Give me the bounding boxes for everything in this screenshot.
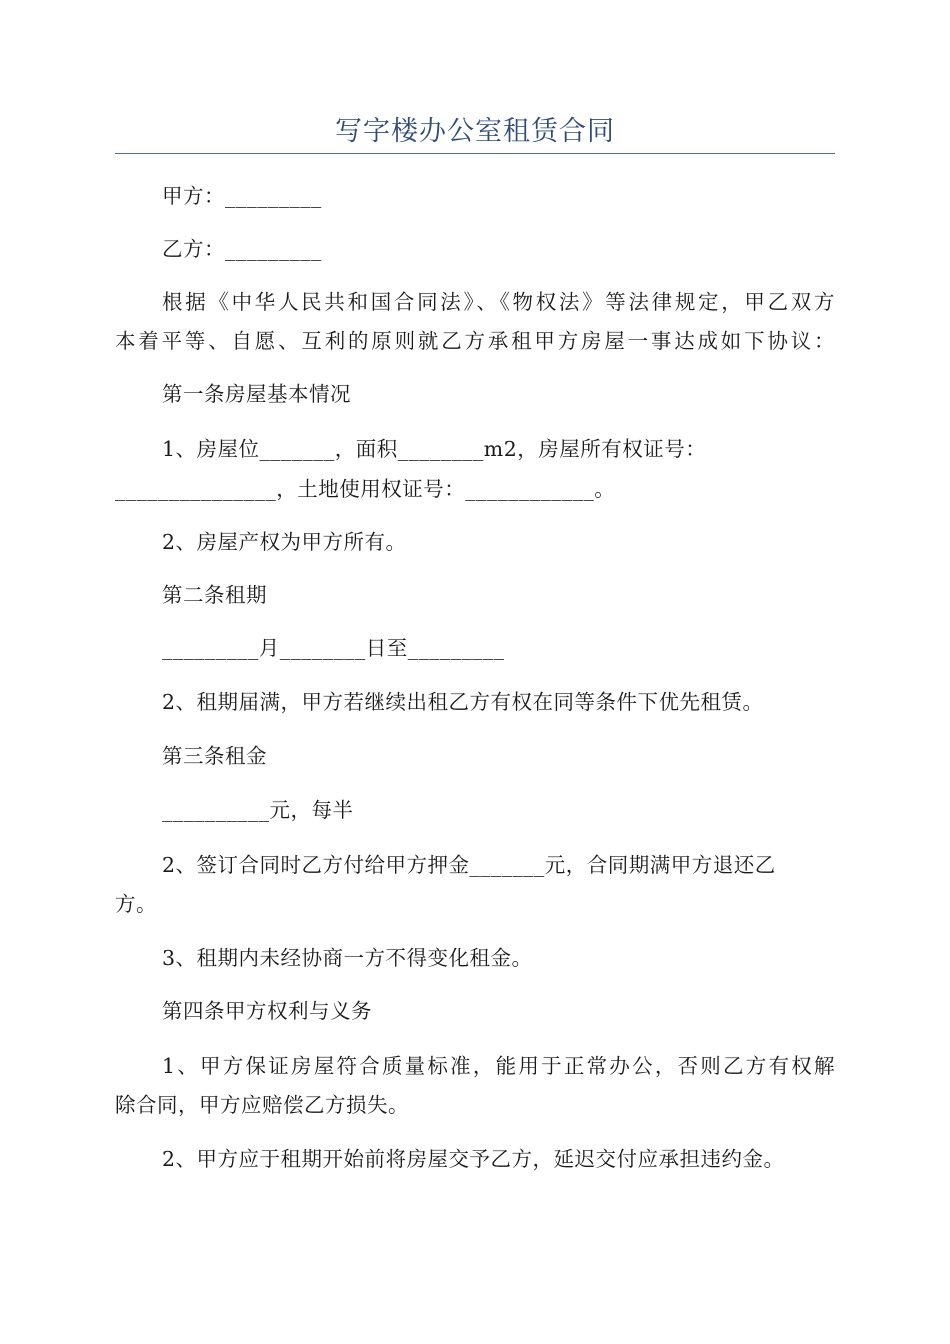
preamble-line-1: 根据《中华人民共和国合同法》、《物权法》等法律规定，甲乙双方	[162, 290, 835, 314]
article-3-heading: 第三条租金	[162, 744, 267, 768]
article-3-item-2-line-2: 方。	[115, 892, 157, 916]
title-underline	[115, 153, 835, 154]
article-4-item-1-line-1: 1、甲方保证房屋符合质量标准，能用于正常办公，否则乙方有权解	[162, 1054, 835, 1078]
party-b-line: 乙方：_________	[162, 237, 322, 261]
article-3-item-2-line-1: 2、签订合同时乙方付给甲方押金_______元，合同期满甲方退还乙	[162, 853, 776, 877]
article-2-heading: 第二条租期	[162, 583, 267, 607]
article-1-item-1-line-1: 1、房屋位_______，面积________m2，房屋所有权证号：	[162, 437, 707, 461]
article-4-heading: 第四条甲方权利与义务	[162, 999, 372, 1023]
article-4-item-1-line-2: 除合同，甲方应赔偿乙方损失。	[115, 1093, 409, 1117]
article-2-item-1: _________月________日至_________	[162, 636, 505, 660]
preamble-line-2: 本着平等、自愿、互利的原则就乙方承租甲方房屋一事达成如下协议：	[115, 329, 835, 353]
article-2-item-2: 2、租期届满，甲方若继续出租乙方有权在同等条件下优先租赁。	[162, 690, 764, 714]
document-title: 写字楼办公室租赁合同	[335, 116, 615, 147]
article-4-item-2: 2、甲方应于租期开始前将房屋交予乙方，延迟交付应承担违约金。	[162, 1147, 785, 1171]
article-1-heading: 第一条房屋基本情况	[162, 382, 351, 406]
article-1-item-1-line-2: _______________，土地使用权证号：____________。	[115, 477, 616, 501]
party-a-line: 甲方：_________	[162, 184, 322, 208]
article-3-item-1: __________元，每半	[162, 798, 354, 822]
article-3-item-3: 3、租期内未经协商一方不得变化租金。	[162, 946, 533, 970]
article-1-item-2: 2、房屋产权为甲方所有。	[162, 530, 407, 554]
